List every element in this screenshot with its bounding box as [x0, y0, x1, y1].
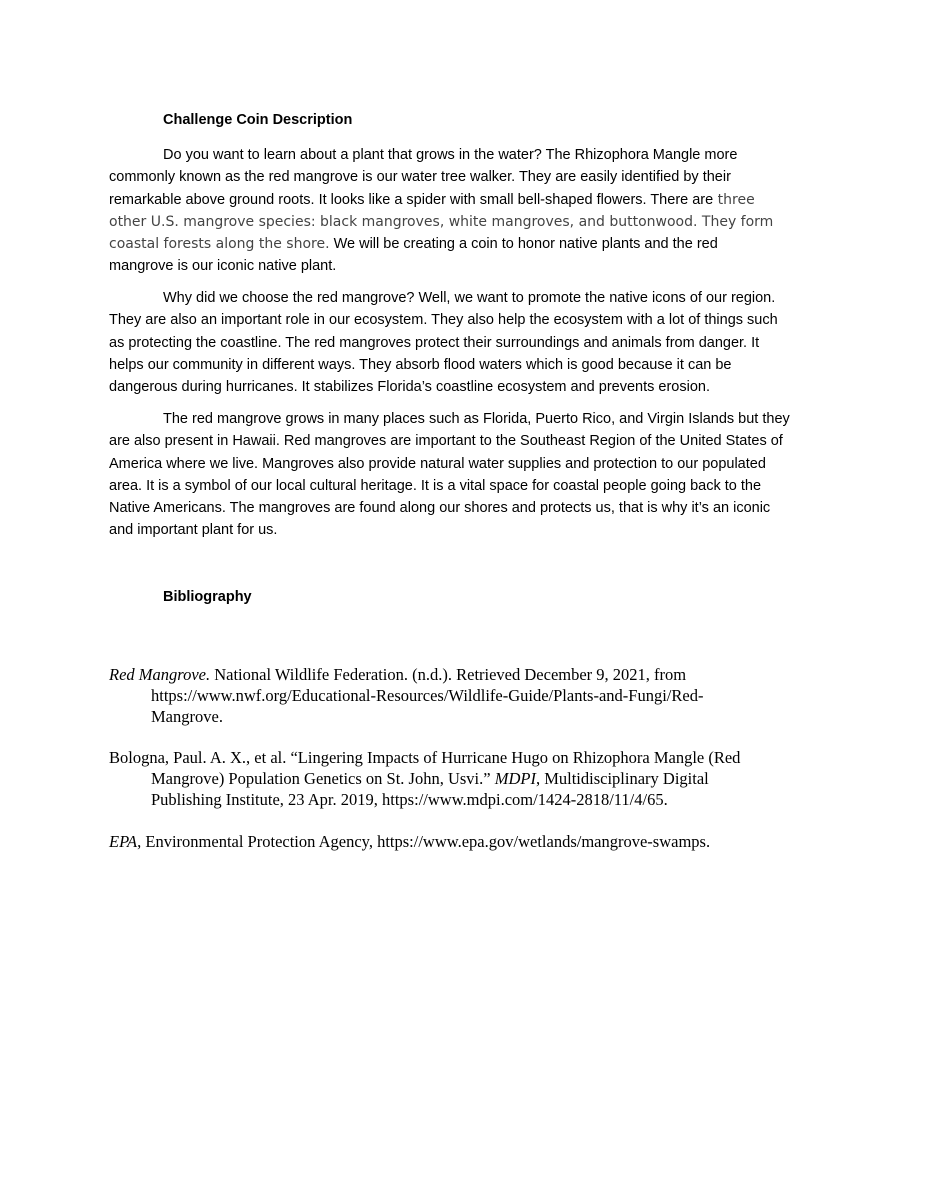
paragraph-intro	[109, 144, 821, 278]
paragraph-why	[109, 287, 821, 398]
text-run: National Wildlife Federation. (n.d.). Retrieved December 9, 2021, from	[210, 665, 687, 684]
citation-line	[109, 769, 829, 790]
text-run: , Multidisciplinary Digital	[535, 768, 709, 788]
paragraph-where	[109, 408, 821, 542]
citation-line	[109, 665, 829, 686]
paragraph-line: They are also an important role in our ecosystem. They also help the ecosystem with a lot of things such	[109, 312, 778, 329]
paragraph-line: America where we live. Mangroves also provide natural water supplies and protection to our populated	[109, 455, 766, 472]
text-run: three	[713, 191, 755, 208]
text-run: , Environmental Protection Agency, https://www.epa.gov/wetlands/mangrove-swamps.	[137, 832, 711, 851]
paragraph-line	[109, 233, 821, 255]
citation-line: Bologna, Paul. A. X., et al. “Lingering Impacts of Hurricane Hugo on Rhizophora Mangle (Red	[109, 748, 741, 767]
paragraph-line: as protecting the coastline. The red mangroves protect their surroundings and animals from danger. It	[109, 334, 760, 351]
paragraph-line: area. It is a symbol of our local cultural heritage. It is a vital space for coastal people going back to the	[109, 477, 762, 494]
paragraph-line: are also present in Hawaii. Red mangroves are important to the Southeast Region of the United States of	[109, 433, 783, 450]
paragraph-line: helps our community in different ways. They absorb flood waters which is good because it can be	[109, 356, 732, 373]
paragraph-line: and important plant for us.	[109, 522, 278, 539]
paragraph-line: dangerous during hurricanes. It stabilizes Florida’s coastline ecosystem and prevents erosion.	[109, 379, 710, 396]
citation-title: Red Mangrove.	[109, 665, 211, 684]
paragraph-line: Do you want to learn about a plant that grows in the water? The Rhizophora Mangle more	[163, 147, 738, 163]
text-run: We will be creating a coin to honor native plants and the red	[329, 236, 718, 253]
citation-title: EPA	[109, 832, 138, 851]
citation-red-mangrove	[109, 665, 829, 727]
citation-epa	[109, 832, 829, 853]
text-run: Mangrove) Population Genetics on St. John, Usvi.”	[151, 768, 495, 788]
document-title: Challenge Coin Description	[163, 112, 353, 128]
paragraph-line: mangrove is our iconic native plant.	[109, 258, 337, 275]
paragraph-line: Why did we choose the red mangrove? Well, we want to promote the native icons of our region.	[163, 290, 776, 306]
bibliography-title: Bibliography	[163, 589, 252, 605]
paragraph-line: other U.S. mangrove species: black mangroves, white mangroves, and buttonwood. They form	[109, 213, 774, 230]
text-run: coastal forests along the shore.	[109, 236, 330, 253]
citation-line: https://www.nwf.org/Educational-Resources/Wildlife-Guide/Plants-and-Fungi/Red-	[151, 685, 704, 705]
citation-line	[109, 832, 829, 853]
text-run: remarkable above ground roots. It looks like a spider with small bell-shaped flowers. There are	[109, 191, 714, 208]
paragraph-line	[109, 189, 821, 211]
citation-line: Mangrove.	[151, 706, 223, 726]
paragraph-line: Native Americans. The mangroves are found along our shores and protects us, that is why it’s an iconic	[109, 500, 771, 517]
paragraph-line: commonly known as the red mangrove is our water tree walker. They are easily identified by their	[109, 169, 731, 186]
citation-journal: MDPI	[494, 768, 536, 788]
citation-line: Publishing Institute, 23 Apr. 2019, https://www.mdpi.com/1424-2818/11/4/65.	[151, 789, 668, 809]
paragraph-line: The red mangrove grows in many places such as Florida, Puerto Rico, and Virgin Islands but they	[163, 411, 790, 427]
citation-bologna	[109, 748, 829, 810]
